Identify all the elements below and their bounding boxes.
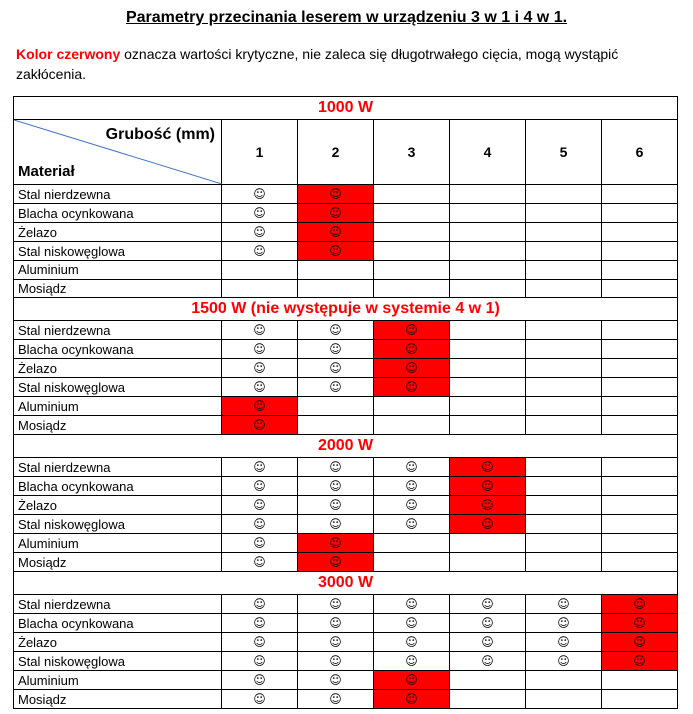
- table-row: [14, 515, 678, 534]
- empty-cell: [450, 242, 526, 261]
- ok-cell: [374, 633, 450, 652]
- empty-cell: [602, 185, 678, 204]
- table-row: [14, 690, 678, 709]
- empty-cell: [526, 359, 602, 378]
- empty-cell: [602, 223, 678, 242]
- critical-cell: [374, 321, 450, 340]
- material-cell: Aluminium: [14, 534, 222, 553]
- smiley-icon: ☺: [633, 654, 646, 668]
- empty-cell: [602, 378, 678, 397]
- smiley-icon: ☺: [253, 555, 266, 569]
- material-cell: Żelazo: [14, 496, 222, 515]
- empty-cell: [450, 553, 526, 572]
- ok-cell: [374, 477, 450, 496]
- table-row: [14, 378, 678, 397]
- empty-cell: [526, 242, 602, 261]
- smiley-icon: ☺: [253, 342, 266, 356]
- empty-cell: [298, 416, 374, 435]
- smiley-icon: ☺: [329, 460, 342, 474]
- empty-cell: [450, 340, 526, 359]
- section-title: 1000 W: [14, 97, 678, 120]
- ok-cell: [222, 652, 298, 671]
- section-header-row: [14, 97, 678, 120]
- section-title: 3000 W: [14, 572, 678, 595]
- empty-cell: [450, 690, 526, 709]
- smiley-icon: ☺: [329, 654, 342, 668]
- smiley-icon: ☺: [405, 361, 418, 375]
- smiley-icon: ☺: [481, 460, 494, 474]
- critical-cell: [222, 416, 298, 435]
- smiley-icon: ☺: [253, 187, 266, 201]
- table-row: [14, 652, 678, 671]
- material-cell: Blacha ocynkowana: [14, 204, 222, 223]
- smiley-icon: ☺: [253, 460, 266, 474]
- empty-cell: [526, 204, 602, 223]
- empty-cell: [526, 458, 602, 477]
- smiley-icon: ☺: [253, 361, 266, 375]
- empty-cell: [602, 340, 678, 359]
- column-header-row: [14, 120, 678, 185]
- smiley-icon: ☺: [405, 380, 418, 394]
- smiley-icon: ☺: [253, 654, 266, 668]
- smiley-icon: ☺: [329, 225, 342, 239]
- ok-cell: [526, 633, 602, 652]
- smiley-icon: ☺: [253, 206, 266, 220]
- critical-cell: [450, 496, 526, 515]
- empty-cell: [602, 242, 678, 261]
- smiley-icon: ☺: [405, 616, 418, 630]
- empty-cell: [450, 534, 526, 553]
- smiley-icon: ☺: [329, 555, 342, 569]
- table-row: [14, 204, 678, 223]
- document-title: Parametry przecinania leserem w urządzeniu 3 w 1 i 4 w 1.: [125, 9, 568, 26]
- smiley-icon: ☺: [253, 635, 266, 649]
- critical-cell: [298, 204, 374, 223]
- material-cell: Blacha ocynkowana: [14, 614, 222, 633]
- material-cell: Mosiądz: [14, 690, 222, 709]
- ok-cell: [222, 458, 298, 477]
- ok-cell: [222, 378, 298, 397]
- empty-cell: [602, 458, 678, 477]
- table-row: [14, 340, 678, 359]
- smiley-icon: ☺: [329, 498, 342, 512]
- smiley-icon: ☺: [481, 635, 494, 649]
- ok-cell: [222, 515, 298, 534]
- ok-cell: [298, 671, 374, 690]
- material-cell: Mosiądz: [14, 279, 222, 298]
- ok-cell: [298, 496, 374, 515]
- ok-cell: [374, 515, 450, 534]
- ok-cell: [222, 614, 298, 633]
- empty-cell: [526, 321, 602, 340]
- material-cell: Aluminium: [14, 397, 222, 416]
- legend-note: [16, 44, 676, 84]
- smiley-icon: ☺: [405, 692, 418, 706]
- empty-cell: [602, 397, 678, 416]
- smiley-icon: ☺: [481, 498, 494, 512]
- material-cell: Blacha ocynkowana: [14, 477, 222, 496]
- empty-cell: [222, 261, 298, 280]
- critical-cell: [298, 242, 374, 261]
- critical-cell: [298, 223, 374, 242]
- ok-cell: [298, 359, 374, 378]
- material-cell: Stal nierdzewna: [14, 595, 222, 614]
- empty-cell: [298, 397, 374, 416]
- smiley-icon: ☺: [329, 380, 342, 394]
- empty-cell: [526, 223, 602, 242]
- material-cell: Żelazo: [14, 359, 222, 378]
- ok-cell: [222, 496, 298, 515]
- smiley-icon: ☺: [253, 536, 266, 550]
- material-label: Materiał: [18, 163, 75, 180]
- ok-cell: [374, 614, 450, 633]
- empty-cell: [450, 397, 526, 416]
- table-row: [14, 496, 678, 515]
- smiley-icon: ☺: [405, 517, 418, 531]
- empty-cell: [526, 261, 602, 280]
- ok-cell: [450, 595, 526, 614]
- critical-cell: [298, 185, 374, 204]
- smiley-icon: ☺: [405, 460, 418, 474]
- critical-cell: [374, 378, 450, 397]
- empty-cell: [374, 223, 450, 242]
- material-cell: Stal nierdzewna: [14, 185, 222, 204]
- ok-cell: [374, 652, 450, 671]
- ok-cell: [374, 595, 450, 614]
- smiley-icon: ☺: [253, 692, 266, 706]
- material-cell: Stal niskowęglowa: [14, 652, 222, 671]
- ok-cell: [450, 633, 526, 652]
- empty-cell: [602, 321, 678, 340]
- empty-cell: [602, 359, 678, 378]
- smiley-icon: ☺: [329, 635, 342, 649]
- empty-cell: [222, 279, 298, 298]
- critical-cell: [602, 633, 678, 652]
- ok-cell: [450, 614, 526, 633]
- smiley-icon: ☺: [405, 635, 418, 649]
- table-row: [14, 185, 678, 204]
- material-cell: Żelazo: [14, 633, 222, 652]
- smiley-icon: ☺: [253, 418, 266, 432]
- empty-cell: [602, 279, 678, 298]
- ok-cell: [222, 690, 298, 709]
- table-row: [14, 397, 678, 416]
- empty-cell: [526, 690, 602, 709]
- ok-cell: [374, 458, 450, 477]
- empty-cell: [526, 496, 602, 515]
- material-cell: Stal niskowęglowa: [14, 242, 222, 261]
- smiley-icon: ☺: [329, 323, 342, 337]
- table-row: [14, 416, 678, 435]
- critical-cell: [450, 477, 526, 496]
- empty-cell: [602, 553, 678, 572]
- material-cell: Stal nierdzewna: [14, 321, 222, 340]
- smiley-icon: ☺: [481, 597, 494, 611]
- empty-cell: [602, 416, 678, 435]
- empty-cell: [450, 185, 526, 204]
- smiley-icon: ☺: [253, 517, 266, 531]
- empty-cell: [374, 279, 450, 298]
- empty-cell: [602, 690, 678, 709]
- ok-cell: [374, 496, 450, 515]
- critical-cell: [298, 553, 374, 572]
- smiley-icon: ☺: [405, 597, 418, 611]
- smiley-icon: ☺: [329, 342, 342, 356]
- ok-cell: [222, 633, 298, 652]
- empty-cell: [450, 416, 526, 435]
- critical-cell: [450, 515, 526, 534]
- thickness-column-header: 5: [526, 120, 602, 185]
- smiley-icon: ☺: [405, 654, 418, 668]
- smiley-icon: ☺: [329, 517, 342, 531]
- table-row: [14, 242, 678, 261]
- section-header-row: [14, 435, 678, 458]
- empty-cell: [450, 279, 526, 298]
- smiley-icon: ☺: [481, 654, 494, 668]
- smiley-icon: ☺: [253, 225, 266, 239]
- smiley-icon: ☺: [329, 361, 342, 375]
- smiley-icon: ☺: [329, 244, 342, 258]
- smiley-icon: ☺: [329, 673, 342, 687]
- material-cell: Aluminium: [14, 671, 222, 690]
- critical-cell: [298, 534, 374, 553]
- empty-cell: [450, 671, 526, 690]
- smiley-icon: ☺: [405, 323, 418, 337]
- smiley-icon: ☺: [633, 597, 646, 611]
- empty-cell: [526, 378, 602, 397]
- table-row: [14, 553, 678, 572]
- smiley-icon: ☺: [329, 187, 342, 201]
- smiley-icon: ☺: [633, 616, 646, 630]
- empty-cell: [526, 477, 602, 496]
- ok-cell: [222, 340, 298, 359]
- critical-cell: [222, 397, 298, 416]
- smiley-icon: ☺: [405, 498, 418, 512]
- empty-cell: [526, 515, 602, 534]
- empty-cell: [450, 359, 526, 378]
- empty-cell: [602, 671, 678, 690]
- smiley-icon: ☺: [253, 479, 266, 493]
- smiley-icon: ☺: [253, 244, 266, 258]
- empty-cell: [374, 416, 450, 435]
- critical-cell: [602, 595, 678, 614]
- empty-cell: [450, 204, 526, 223]
- empty-cell: [374, 534, 450, 553]
- legend-note-text: oznacza wartości krytyczne, nie zaleca się długotrwałego cięcia, mogą wystąpić zakłócenia.: [16, 46, 619, 82]
- thickness-label: Grubość (mm): [105, 126, 215, 143]
- empty-cell: [526, 416, 602, 435]
- table-row: [14, 633, 678, 652]
- empty-cell: [526, 340, 602, 359]
- smiley-icon: ☺: [557, 616, 570, 630]
- thickness-column-header: 4: [450, 120, 526, 185]
- ok-cell: [222, 204, 298, 223]
- ok-cell: [298, 515, 374, 534]
- material-cell: Aluminium: [14, 261, 222, 280]
- smiley-icon: ☺: [329, 206, 342, 220]
- smiley-icon: ☺: [405, 673, 418, 687]
- smiley-icon: ☺: [253, 498, 266, 512]
- empty-cell: [298, 261, 374, 280]
- ok-cell: [526, 614, 602, 633]
- ok-cell: [298, 690, 374, 709]
- section-title: 1500 W (nie występuje w systemie 4 w 1): [14, 298, 678, 321]
- critical-cell: [450, 458, 526, 477]
- smiley-icon: ☺: [329, 536, 342, 550]
- empty-cell: [298, 279, 374, 298]
- table-row: [14, 534, 678, 553]
- table-row: [14, 359, 678, 378]
- smiley-icon: ☺: [329, 616, 342, 630]
- smiley-icon: ☺: [253, 616, 266, 630]
- section-title: 2000 W: [14, 435, 678, 458]
- legend-critical-label: Kolor czerwony: [16, 46, 121, 62]
- thickness-column-header: 3: [374, 120, 450, 185]
- critical-cell: [374, 690, 450, 709]
- table-row: [14, 223, 678, 242]
- table-row: [14, 321, 678, 340]
- thickness-column-header: 1: [222, 120, 298, 185]
- smiley-icon: ☺: [481, 479, 494, 493]
- smiley-icon: ☺: [329, 597, 342, 611]
- empty-cell: [602, 477, 678, 496]
- smiley-icon: ☺: [481, 616, 494, 630]
- empty-cell: [526, 553, 602, 572]
- empty-cell: [602, 496, 678, 515]
- ok-cell: [298, 652, 374, 671]
- empty-cell: [450, 378, 526, 397]
- ok-cell: [222, 477, 298, 496]
- smiley-icon: ☺: [557, 635, 570, 649]
- ok-cell: [222, 671, 298, 690]
- smiley-icon: ☺: [557, 654, 570, 668]
- empty-cell: [526, 279, 602, 298]
- material-cell: Stal niskowęglowa: [14, 378, 222, 397]
- section-header-row: [14, 298, 678, 321]
- table-row: [14, 671, 678, 690]
- cutting-parameters-table: [13, 96, 678, 709]
- ok-cell: [222, 223, 298, 242]
- critical-cell: [602, 614, 678, 633]
- empty-cell: [526, 671, 602, 690]
- smiley-icon: ☺: [253, 380, 266, 394]
- ok-cell: [298, 477, 374, 496]
- ok-cell: [298, 595, 374, 614]
- empty-cell: [450, 321, 526, 340]
- ok-cell: [298, 321, 374, 340]
- empty-cell: [374, 242, 450, 261]
- ok-cell: [222, 534, 298, 553]
- table-row: [14, 595, 678, 614]
- smiley-icon: ☺: [481, 517, 494, 531]
- critical-cell: [374, 671, 450, 690]
- smiley-icon: ☺: [329, 479, 342, 493]
- empty-cell: [526, 185, 602, 204]
- empty-cell: [374, 397, 450, 416]
- ok-cell: [298, 633, 374, 652]
- ok-cell: [222, 595, 298, 614]
- smiley-icon: ☺: [253, 323, 266, 337]
- ok-cell: [222, 185, 298, 204]
- empty-cell: [374, 185, 450, 204]
- thickness-column-header: 6: [602, 120, 678, 185]
- empty-cell: [450, 223, 526, 242]
- smiley-icon: ☺: [405, 479, 418, 493]
- smiley-icon: ☺: [253, 597, 266, 611]
- smiley-icon: ☺: [253, 399, 266, 413]
- empty-cell: [602, 261, 678, 280]
- material-cell: Mosiądz: [14, 416, 222, 435]
- empty-cell: [602, 534, 678, 553]
- empty-cell: [602, 204, 678, 223]
- empty-cell: [526, 397, 602, 416]
- table-row: [14, 261, 678, 280]
- table-row: [14, 614, 678, 633]
- empty-cell: [450, 261, 526, 280]
- ok-cell: [222, 242, 298, 261]
- table-row: [14, 458, 678, 477]
- corner-header-cell: [14, 120, 222, 185]
- ok-cell: [298, 614, 374, 633]
- table-row: [14, 477, 678, 496]
- critical-cell: [602, 652, 678, 671]
- thickness-column-header: 2: [298, 120, 374, 185]
- critical-cell: [374, 359, 450, 378]
- ok-cell: [450, 652, 526, 671]
- ok-cell: [526, 652, 602, 671]
- smiley-icon: ☺: [633, 635, 646, 649]
- ok-cell: [298, 458, 374, 477]
- ok-cell: [222, 553, 298, 572]
- empty-cell: [374, 553, 450, 572]
- table-row: [14, 279, 678, 298]
- material-cell: Blacha ocynkowana: [14, 340, 222, 359]
- ok-cell: [222, 321, 298, 340]
- smiley-icon: ☺: [329, 692, 342, 706]
- smiley-icon: ☺: [557, 597, 570, 611]
- section-header-row: [14, 572, 678, 595]
- material-cell: Stal niskowęglowa: [14, 515, 222, 534]
- ok-cell: [526, 595, 602, 614]
- smiley-icon: ☺: [405, 342, 418, 356]
- ok-cell: [298, 378, 374, 397]
- material-cell: Mosiądz: [14, 553, 222, 572]
- material-cell: Stal nierdzewna: [14, 458, 222, 477]
- empty-cell: [374, 204, 450, 223]
- critical-cell: [374, 340, 450, 359]
- material-cell: Żelazo: [14, 223, 222, 242]
- empty-cell: [602, 515, 678, 534]
- smiley-icon: ☺: [253, 673, 266, 687]
- empty-cell: [374, 261, 450, 280]
- empty-cell: [526, 534, 602, 553]
- ok-cell: [222, 359, 298, 378]
- ok-cell: [298, 340, 374, 359]
